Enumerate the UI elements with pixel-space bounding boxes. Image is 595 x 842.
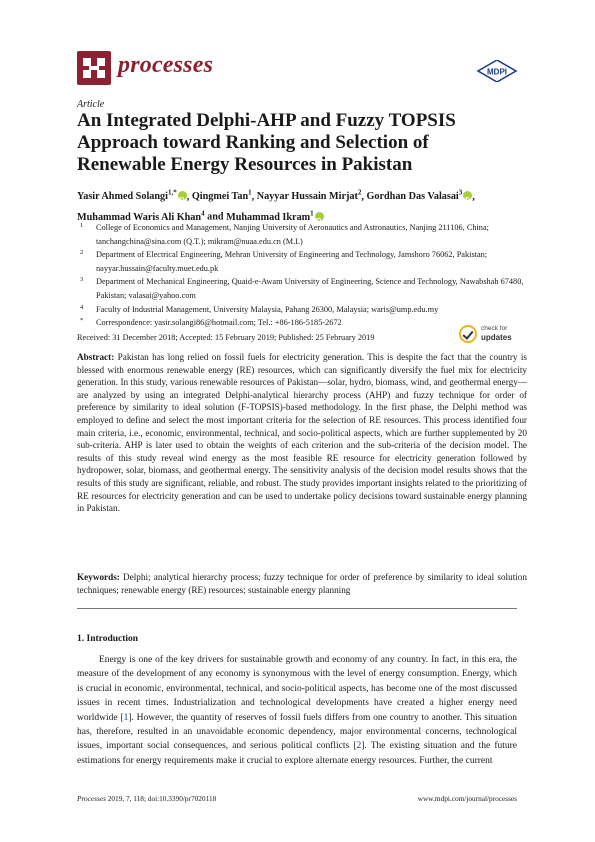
affiliation: 4 Faculty of Industrial Management, University Malaysia, Pahang 26300, Malaysia; waris@ump.edu.my xyxy=(80,303,439,314)
journal-logo xyxy=(77,51,111,85)
processes-logo-icon xyxy=(77,51,111,85)
svg-text:MDPI: MDPI xyxy=(487,67,507,77)
author[interactable]: Yasir Ahmed Solangi$^{1,*}$iD xyxy=(77,191,187,202)
orcid-icon[interactable] xyxy=(315,212,324,221)
abstract: Abstract: Pakistan has long relied on fossil fuels for electricity generation. This is despite the fact that the country is blessed with enormous renewable energy (RE) resources, which can significantly diversify the fuel mix for electricity generation. In this study, various renewable resources of Pakistan—solar, hydro, biomass, wind, and geothermal energy—are analyzed by using an integrated Delphi-analytical hierarchy process (AHP) and fuzzy technique for order of preference by similarity to ideal solution (F-TOPSIS)-based methodology. In the first phase, the Delphi method was employed to define and select the most important criteria for the selection of RE resources. This process identified four main criteria, i.e., economic, environmental, technical, and socio-political aspects, which are further supplemented by 20 sub-criteria. AHP is later used to obtain the weights of each criterion and the sub-criteria of the decision model. The results of this study reveal wind energy as the most feasible RE resource for electricity generation followed by hydropower, solar, biomass, and geothermal energy. The sensitivity analysis of the decision model results shows that the results of this study are significant, reliable, and robust. The study provides important insights related to the prioritizing of RE resources for electricity generation and can be used to undertake policy decisions toward sustainable energy planning in Pakistan. xyxy=(77,352,527,514)
author[interactable]: Nayyar Hussain Mirjat$^2$ xyxy=(256,189,362,203)
publication-dates: Received: 31 December 2018; Accepted: 15 February 2019; Published: 25 February 2019 xyxy=(77,333,375,342)
footer-citation: Processes 2019, 7, 118; doi:10.3390/pr7020118 xyxy=(77,794,217,803)
check-for-updates-badge[interactable]: check for updates xyxy=(459,322,521,348)
author-list: Yasir Ahmed Solangi$^{1,*}$iD , Qingmei Tan$^1$, Nayyar Hussain Mirjat$^2$, Gordhan Das Valasai$^3$iD , Muhammad Waris Ali Khan$^4$ and Muhammad Ikram$^1$iD xyxy=(77,185,527,226)
footer-url[interactable]: www.mdpi.com/journal/processes xyxy=(417,794,517,803)
affiliation: 2 Department of Electrical Engineering, Mehran University of Engineering and Technology, Jamshoro 76062, Pakistan; nayyar.hussain@faculty.muet.edu.pk xyxy=(80,249,488,273)
check-icon xyxy=(459,325,477,343)
article-type: Article xyxy=(77,99,105,110)
affiliation: 3 Department of Mechanical Engineering, Quaid-e-Awam University of Engineering, Science and Technology, Nawabshah 67480, Pakistan; valasai@yahoo.com xyxy=(80,276,524,300)
journal-name[interactable]: processes xyxy=(118,52,214,78)
author[interactable]: Muhammad Waris Ali Khan$^4$ xyxy=(77,209,205,223)
section-divider xyxy=(77,608,517,609)
orcid-icon[interactable] xyxy=(178,191,187,200)
orcid-icon[interactable] xyxy=(463,191,472,200)
author[interactable]: Qingmei Tan$^1$ xyxy=(191,189,252,203)
article-title: An Integrated Delphi-AHP and Fuzzy TOPSIS Approach toward Ranking and Selection of Renewable Energy Resources in Pakistan xyxy=(77,110,456,175)
section-heading: 1. Introduction xyxy=(77,634,139,644)
author[interactable]: Muhammad Ikram$^1$iD xyxy=(226,212,324,223)
citation-link[interactable]: 1 xyxy=(123,712,129,723)
keywords: Keywords: Delphi; analytical hierarchy process; fuzzy technique for order of preference by similarity to ideal solution techniques; renewable energy (RE) resources; sustainable energy planning xyxy=(77,572,527,595)
body-paragraph: Energy is one of the key drivers for sustainable growth and economy of any country. In fact, in this era, the measure of the development of any economy is synonymous with the level of energy consumption. Energy, which is crucial in economic, environmental, technical, and socio-political aspects, has become one of the most discussed issues in recent times. Industrialization and technological developments have created a higher energy need worldwide [1]. However, the quantity of reserves of fossil fuels differs from one country to another. This situation has, therefore, resulted in an unavoidable economic dependency, major environmental concerns, technological issues, important social consequences, and serious political conflicts [2]. The existing situation and the future estimations for energy requirements make it crucial to explore alternate energy resources. Further, the current xyxy=(77,655,518,766)
affiliation: 1 College of Economics and Management, Nanjing University of Aeronautics and Astronautics, Nanjing 211106, China; tanchangchina@sina.com (Q.T.); mikram@nuaa.edu.cn (M.I.) xyxy=(80,222,489,246)
correspondence: * Correspondence: yasir.solangi86@hotmail.com; Tel.: +86-186-5185-2672 xyxy=(80,317,342,328)
affiliations xyxy=(77,221,527,330)
citation-link[interactable]: 2 xyxy=(356,741,362,752)
mdpi-logo-icon[interactable] xyxy=(476,60,518,82)
author[interactable]: Gordhan Das Valasai$^3$iD xyxy=(366,191,472,202)
